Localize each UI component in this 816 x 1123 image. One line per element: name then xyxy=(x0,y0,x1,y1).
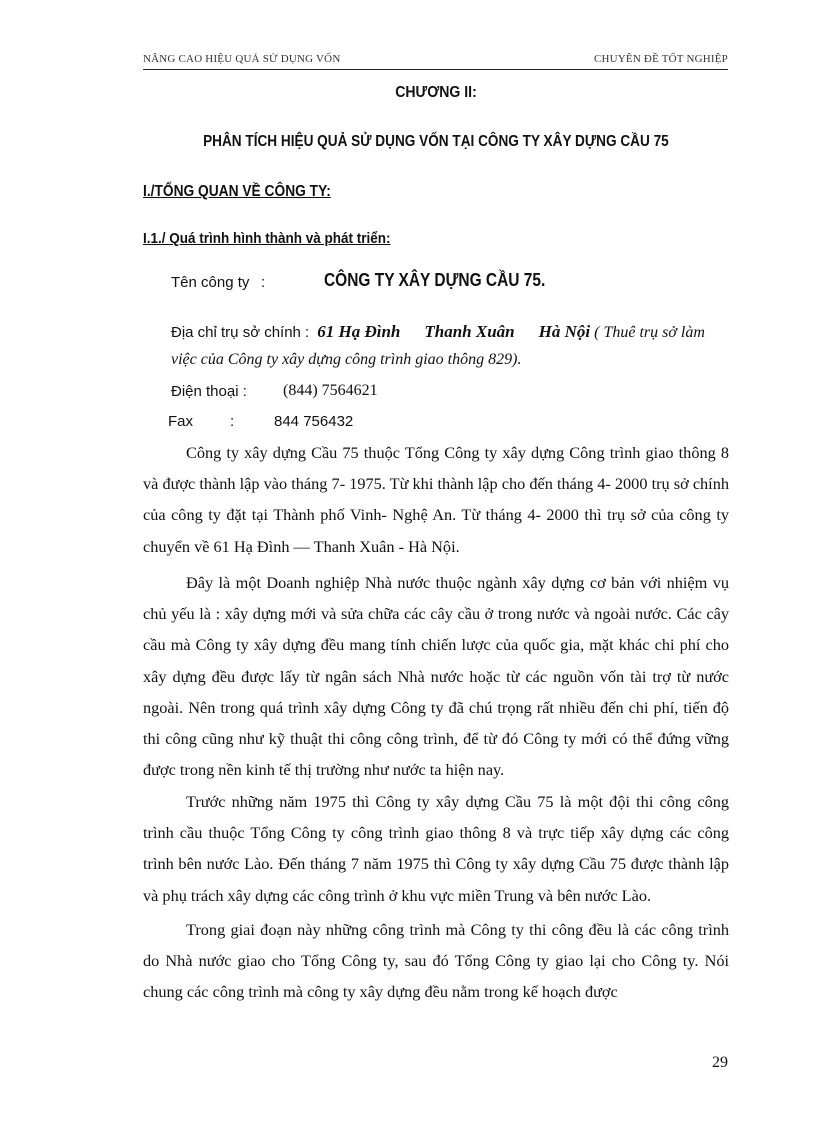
chapter-title: PHÂN TÍCH HIỆU QUẢ SỬ DỤNG VỐN TẠI CÔNG TY XÂY DỰNG CẦU 75 xyxy=(203,133,669,150)
fax-value: 844 756432 xyxy=(274,413,354,430)
address-street: 61 Hạ Đình xyxy=(317,322,401,341)
address-note: ( Thuê trụ sở làm việc của Công ty xây dựng công trình giao thông 829). xyxy=(171,324,705,368)
chapter-heading: CHƯƠNG II: xyxy=(395,84,477,101)
section-heading-1: I./TỔNG QUAN VỀ CÔNG TY: xyxy=(143,183,331,200)
subsection-heading-1-1: I.1./ Quá trình hình thành và phát triển: xyxy=(143,230,391,247)
company-label: Tên công ty xyxy=(171,274,250,291)
company-colon: : xyxy=(261,274,266,291)
fax-label: Fax xyxy=(168,413,194,430)
address-block xyxy=(171,318,731,373)
paragraph-1: Công ty xây dựng Cầu 75 thuộc Tổng Công ty xây dựng Công trình giao thông 8 và được thành lập vào tháng 7- 1975. Từ khi thành lập cho đến tháng 4- 2000 trụ sở chính của công ty đặt tại Thành phố Vinh- Nghệ An. Từ tháng 4- 2000 thì trụ sở của công ty chuyển về 61 Hạ Đình — Thanh Xuân - Hà Nội. xyxy=(143,443,729,556)
paragraph-2: Đây là một Doanh nghiệp Nhà nước thuộc ngành xây dựng cơ bản với nhiệm vụ chủ yếu là : xây dựng mới và sửa chữa các cây cầu ở trong nước và ngoài nước. Các cây cầu mà Công ty xây dựng đều mang tính chiến lược của quốc gia, mặt khác chi phí cho xây dựng đều được lấy từ ngân sách Nhà nước hoặc từ các nguồn vốn tài trợ từ nước ngoài. Nên trong quá trình xây dựng Công ty đã chú trọng rất nhiều đến chi phí, tiến độ thi công cũng như kỹ thuật thi công công trình, để từ đó Công ty mới có thể đứng vững được trong nền kinh tế thị trường như nước ta hiện nay. xyxy=(143,573,729,780)
paragraph-3: Trước những năm 1975 thì Công ty xây dựng Cầu 75 là một đội thi công công trình cầu thuộc Tổng Công ty công trình giao thông 8 và trực tiếp xây dựng các công trình bên nước Lào. Đến tháng 7 năm 1975 thì Công ty xây dựng Cầu 75 được thành lập và phụ trách xây dựng các công trình ở khu vực miền Trung và bên nước Lào. xyxy=(143,792,729,905)
address-label: Địa chỉ trụ sở chính : xyxy=(171,324,310,341)
page-header xyxy=(143,49,728,70)
company-name: CÔNG TY XÂY DỰNG CẦU 75. xyxy=(324,270,546,290)
header-right-text: CHUYÊN ĐỀ TỐT NGHIỆP xyxy=(593,53,728,65)
header-left-text: NÂNG CAO HIỆU QUẢ SỬ DỤNG VỐN xyxy=(143,53,341,65)
address-district: Thanh Xuân xyxy=(424,322,515,341)
page-number: 29 xyxy=(712,1054,728,1071)
fax-colon: : xyxy=(230,413,235,430)
paragraph-4: Trong giai đoạn này những công trình mà Công ty thi công đều là các công trình do Nhà nước giao cho Tổng Công ty, sau đó Tổng Công ty giao lại cho Công ty. Nói chung các công trình mà công ty xây dựng đều nằm trong kế hoạch được xyxy=(143,920,729,1002)
phone-value: (844) 7564621 xyxy=(283,382,378,399)
phone-label: Điện thoại : xyxy=(171,383,247,400)
address-city: Hà Nội xyxy=(538,322,591,341)
